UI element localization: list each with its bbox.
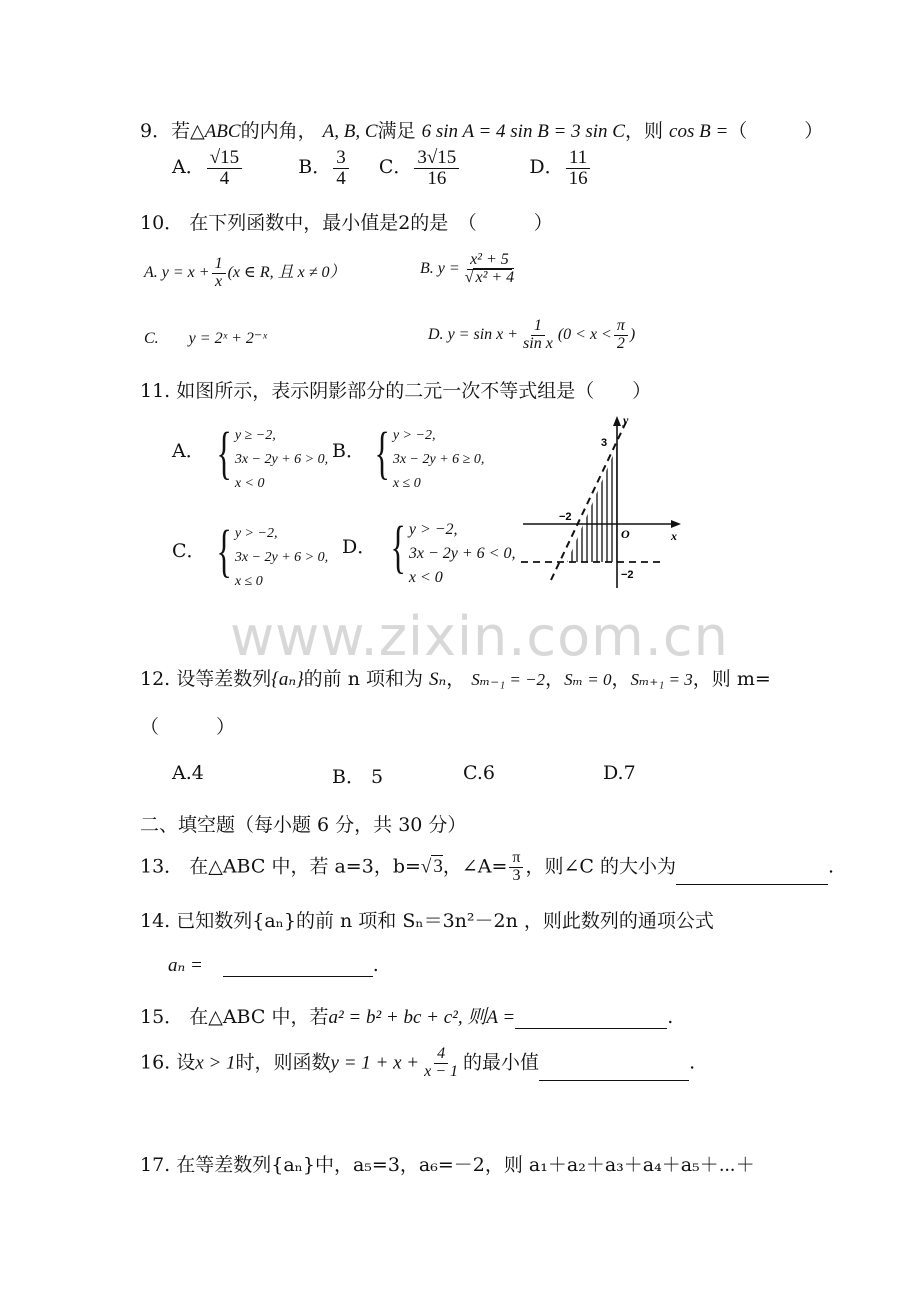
- y-axis-arrow: [613, 416, 621, 426]
- q9-option-c: C． $\frac{3√15}{16}$: [379, 156, 461, 178]
- q9-option-b: B． $\frac{3}{4}$: [298, 156, 350, 178]
- q12-option-a: A.4: [172, 762, 204, 784]
- watermark: www.zixin.com.cn: [230, 605, 729, 668]
- tick-x-minus-2: −2: [559, 511, 572, 523]
- origin-label: O: [621, 527, 630, 541]
- q12-paren: （ ）: [140, 716, 236, 738]
- q11-option-b: B． { y > −2, 3x − 2y + 6 ≥ 0, x ≤ 0: [332, 420, 485, 491]
- tick-y-3: 3: [601, 437, 608, 449]
- q17: 17. 在等差数列{aₙ}中，a₅=3，a₆=－2，则 a₁＋a₂＋a₃＋a₄＋a₅＋⋯＋: [140, 1154, 755, 1176]
- q11-option-a: A． { y ≥ −2, 3x − 2y + 6 > 0, x < 0: [172, 420, 329, 491]
- q12-option-d: D.7: [603, 762, 636, 784]
- q10-stem: 10． 在下列函数中，最小值是2的是 （ ）: [140, 212, 553, 234]
- q15: 15． 在△ABC 中，若a² = b² + bc + c², 则A = .: [140, 1006, 674, 1028]
- q9-option-d: D． $\frac{11}{16}$: [529, 156, 592, 178]
- q12-option-c: C.6: [463, 762, 495, 784]
- q16: 16. 设x > 1时，则函数y = 1 + x + $\frac{4}{x - 1}$ 的最小值 .: [140, 1045, 696, 1080]
- q14-answer-line: aₙ = .: [168, 954, 379, 976]
- q10-option-d: D. y = sin x + $\frac{1}{\text{sin x}}$ (0 < x < $\frac{\pi}{2}$ ): [428, 317, 636, 352]
- q11-stem: 11. 如图所示，表示阴影部分的二元一次不等式组是（ ）: [140, 380, 652, 402]
- q9-option-a: A． $\frac{√15}{4}$: [172, 156, 244, 178]
- q11-option-c: C． { y > −2, 3x − 2y + 6 > 0, x ≤ 0: [172, 518, 329, 589]
- x-axis-arrow: [671, 520, 681, 528]
- q10-option-b: B. y = $\frac{\text{x² + 5}}{\text{√ x² + 4}}$: [420, 251, 515, 286]
- q13: 13． 在△ABC 中，若 a=3，b=√ 3，∠A= $\frac{\pi}{3}$ ，则∠C 的大小为 .: [140, 849, 835, 884]
- shaded-region: [567, 446, 617, 562]
- q9-options: [172, 148, 593, 189]
- q12-stem: 12. 设等差数列{aₙ}的前 n 项和为 Sₙ， Sₘ₋₁ = −2，Sₘ = 0，Sₘ₊₁ = 3，则 m=: [140, 668, 771, 690]
- q11-inequality-graph: [515, 410, 690, 590]
- y-axis-label: y: [623, 413, 629, 427]
- x-axis-label: x: [671, 529, 677, 543]
- q14-line1: 14. 已知数列{aₙ}的前 n 项和 Sₙ＝3n²－2n ，则此数列的通项公式: [140, 910, 714, 932]
- q10-option-a: A. y = x + $\frac{1}{x}$ (x ∈ R, 且 x ≠ 0）: [144, 255, 346, 290]
- section-2-heading: 二、填空题（每小题 6 分，共 30 分）: [140, 814, 467, 836]
- q9-stem: 9．若△ABC的内角， A, B, C满足 6 sin A = 4 sin B = 3 sin C，则 cos B =（ ）: [140, 120, 824, 142]
- q11-option-d: D． { y > −2, 3x − 2y + 6 < 0, x < 0: [342, 514, 516, 586]
- q12-option-b: B． 5: [332, 766, 384, 788]
- q10-option-c: C. y = 2ˣ + 2⁻ˣ: [144, 330, 267, 347]
- tick-y-minus-2: −2: [621, 569, 634, 581]
